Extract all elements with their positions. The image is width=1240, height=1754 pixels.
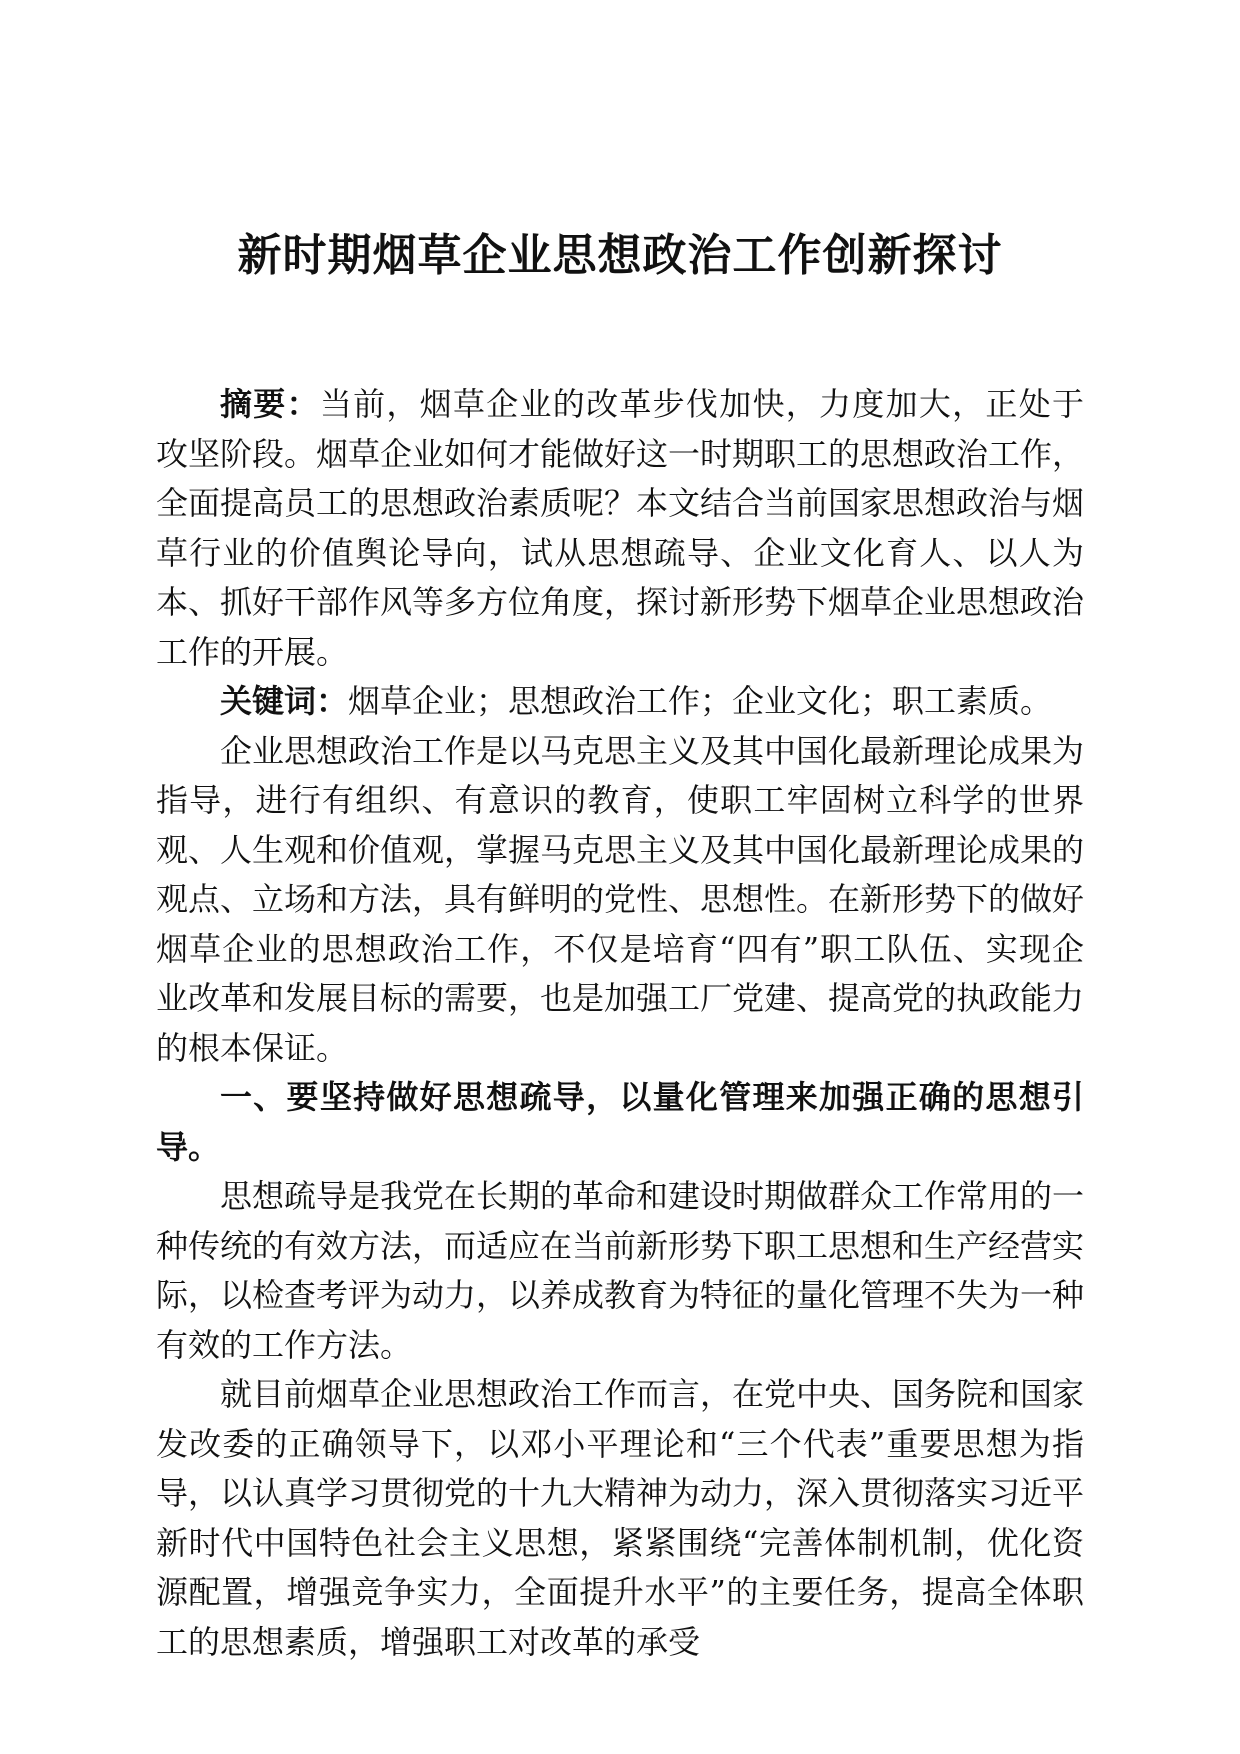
keywords-label: 关键词： [220, 682, 349, 720]
section-paragraph: 思想疏导是我党在长期的革命和建设时期做群众工作常用的一种传统的有效方法，而适应在当前新形势下职工思想和生产经营实际，以检查考评为动力，以养成教育为特征的量化管理不失为一种有效的工作方法。 [156, 1177, 1085, 1364]
abstract-label: 摘要： [220, 385, 320, 423]
keywords-text: 烟草企业；思想政治工作；企业文化；职工素质。 [348, 682, 1053, 720]
intro-paragraph: 企业思想政治工作是以马克思主义及其中国化最新理论成果为指导，进行有组织、有意识的教育，使职工牢固树立科学的世界观、人生观和价值观，掌握马克思主义及其中国化最新理论成果的观点、立场和方法，具有鲜明的党性、思想性。在新形势下的做好烟草企业的思想政治工作，不仅是培育“四有”职工队伍、实现企业改革和发展目标的需要，也是加强工厂党建、提高党的执政能力的根本保证。 [156, 731, 1085, 1067]
abstract-text: 当前，烟草企业的改革步伐加快，力度加大，正处于攻坚阶段。烟草企业如何才能做好这一时期职工的思想政治工作，全面提高员工的思想政治素质呢？本文结合当前国家思想政治与烟草行业的价值舆论导向，试从思想疏导、企业文化育人、以人为本、抓好干部作风等多方位角度，探讨新形势下烟草企业思想政治工作的开展。 [156, 385, 1085, 671]
section-paragraph: 就目前烟草企业思想政治工作而言，在党中央、国务院和国家发改委的正确领导下，以邓小平理论和“三个代表”重要思想为指导，以认真学习贯彻党的十九大精神为动力，深入贯彻落实习近平新时代中国特色社会主义思想，紧紧围绕“完善体制机制，优化资源配置，增强竞争实力，全面提升水平”的主要任务，提高全体职工的思想素质，增强职工对改革的承受 [156, 1375, 1085, 1661]
document-body [156, 380, 1084, 1667]
document-title: 新时期烟草企业思想政治工作创新探讨 [237, 230, 1003, 281]
keywords-paragraph [156, 677, 1084, 727]
abstract-paragraph [156, 380, 1084, 677]
section-heading: 一、要坚持做好思想疏导，以量化管理来加强正确的思想引导。 [156, 1078, 1084, 1166]
